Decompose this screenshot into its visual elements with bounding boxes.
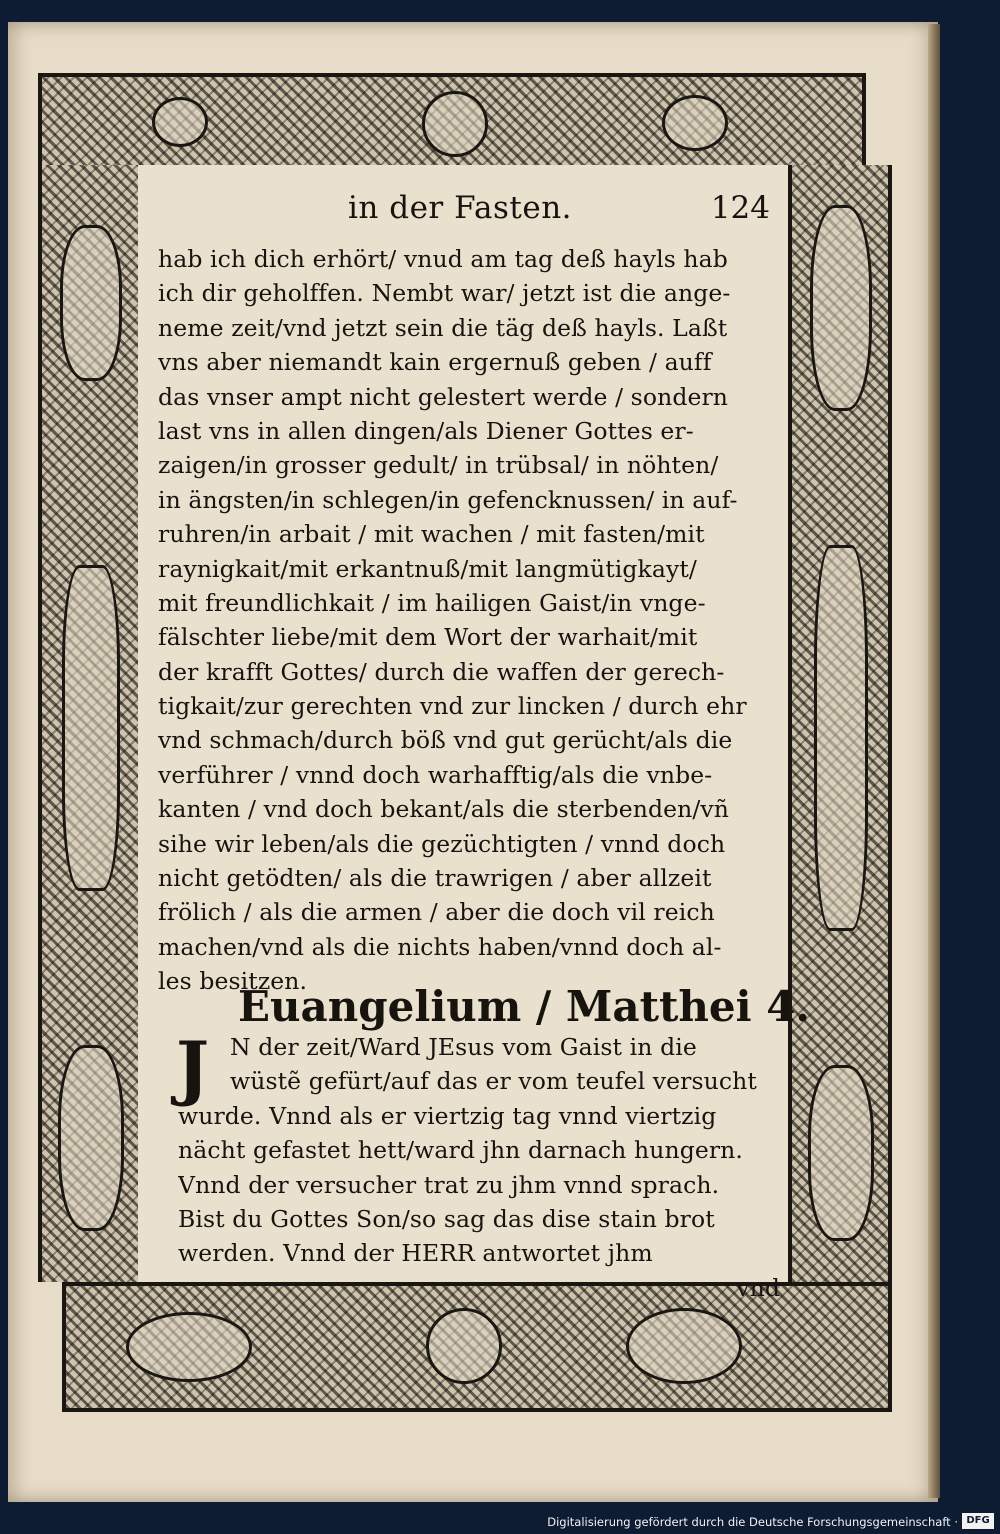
text-line: Vnnd der versucher trat zu jhm vnnd sprach. bbox=[178, 1170, 720, 1199]
text-line: zaigen/in grosser gedult/ in trübsal/ in nöhten/ bbox=[158, 451, 719, 480]
text-line: fälschter liebe/mit dem Wort der warhait/mit bbox=[158, 623, 698, 652]
woodcut-border-top bbox=[38, 73, 866, 173]
text-line: vns aber niemandt kain ergernuß geben / auff bbox=[158, 348, 712, 377]
column-ornament-icon bbox=[814, 545, 868, 931]
gospel-heading: Euangelium / Matthei 4. bbox=[238, 982, 811, 1031]
woodcut-border-left bbox=[38, 165, 146, 1282]
text-line: last vns in allen dingen/als Diener Gottes er- bbox=[158, 416, 694, 445]
text-line: in ängsten/in schlegen/in gefencknussen/ in auf- bbox=[158, 485, 738, 514]
text-line: frölich / als die armen / aber die doch vil reich bbox=[158, 898, 715, 927]
figure-ornament-icon bbox=[60, 225, 122, 381]
text-line: werden. Vnnd der HERR antwortet jhm bbox=[178, 1239, 653, 1268]
column-ornament-icon bbox=[62, 565, 120, 891]
catchword: vnd bbox=[736, 1273, 780, 1302]
text-line: nächt gefastet hett/ward jhn darnach hungern. bbox=[178, 1136, 743, 1165]
animal-ornament-icon bbox=[152, 97, 208, 147]
text-line: kanten / vnd doch bekant/als die sterbenden/vñ bbox=[158, 795, 730, 824]
figure-ornament-icon bbox=[808, 1065, 874, 1241]
fish-ornament-icon bbox=[626, 1308, 742, 1384]
text-line: sihe wir leben/als die gezüchtigten / vnnd doch bbox=[158, 829, 726, 858]
text-line: hab ich dich erhört/ vnud am tag deß hayls hab bbox=[158, 245, 728, 273]
text-line: verführer / vnnd doch warhafftig/als die vnbe- bbox=[158, 760, 713, 789]
text-line: vnd schmach/durch böß vnd gut gerücht/als die bbox=[158, 726, 733, 755]
text-line: wurde. Vnnd als er viertzig tag vnnd viertzig bbox=[178, 1101, 717, 1130]
animal-ornament-icon bbox=[126, 1312, 252, 1382]
text-line: raynigkait/mit erkantnuß/mit langmütigkayt/ bbox=[158, 554, 697, 583]
text-line: neme zeit/vnd jetzt sein die täg deß hayls. Laßt bbox=[158, 313, 728, 342]
folio-number: 124 bbox=[710, 190, 770, 226]
sun-ornament-icon bbox=[426, 1308, 502, 1384]
animal-ornament-icon bbox=[662, 95, 728, 151]
text-line: Bist du Gottes Son/so sag das dise stain brot bbox=[178, 1204, 715, 1233]
woodcut-border-right bbox=[788, 165, 892, 1282]
running-head: in der Fasten. bbox=[348, 190, 573, 226]
text-line: mit freundlichkait / im hailigen Gaist/in vnge- bbox=[158, 588, 706, 617]
page-header bbox=[138, 190, 788, 234]
dfg-logo-icon[interactable]: DFG bbox=[962, 1513, 994, 1529]
funding-credit: Digitalisierung gefördert durch die Deutsche Forschungsgemeinschaft · bbox=[547, 1515, 958, 1529]
face-ornament-icon bbox=[422, 91, 488, 157]
drop-cap: J bbox=[176, 1026, 210, 1109]
text-line: ich dir geholffen. Nembt war/ jetzt ist die ange- bbox=[158, 279, 731, 308]
text-line: nicht getödten/ als die trawrigen / aber allzeit bbox=[158, 864, 712, 893]
epistle-text bbox=[158, 242, 788, 999]
text-line: das vnser ampt nicht gelestert werde / sondern bbox=[158, 382, 729, 411]
figure-ornament-icon bbox=[810, 205, 872, 411]
page-edge bbox=[928, 24, 940, 1498]
text-line: tigkait/zur gerechten vnd zur lincken / durch ehr bbox=[158, 692, 747, 721]
text-line: der krafft Gottes/ durch die waffen der gerech- bbox=[158, 657, 725, 686]
text-line: N der zeit/Ward JEsus vom Gaist in die bbox=[230, 1033, 697, 1061]
text-line: wüstẽ gefürt/auf das er vom teufel versucht bbox=[230, 1067, 757, 1096]
figure-ornament-icon bbox=[58, 1045, 124, 1231]
gospel-text bbox=[176, 1026, 788, 1305]
text-line: les besitzen. bbox=[158, 967, 308, 996]
text-line: machen/vnd als die nichts haben/vnnd doch al- bbox=[158, 932, 722, 961]
text-line: ruhren/in arbait / mit wachen / mit fasten/mit bbox=[158, 520, 705, 549]
